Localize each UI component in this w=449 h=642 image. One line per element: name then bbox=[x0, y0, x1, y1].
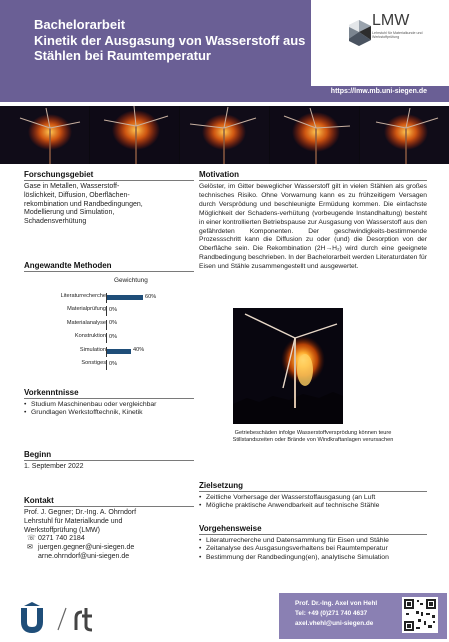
title-line-2: Kinetik der Ausgasung von Wasserstoff aus bbox=[34, 32, 306, 48]
divider bbox=[199, 180, 427, 181]
forschungsgebiet-line: rekombination und Randbedingungen, bbox=[24, 200, 143, 208]
method-row bbox=[24, 306, 194, 316]
method-label: Simulation bbox=[79, 346, 106, 353]
vorgehensweise-list bbox=[199, 537, 427, 562]
motivation-heading: Motivation bbox=[199, 170, 239, 179]
beginn-heading: Beginn bbox=[24, 450, 52, 459]
method-axis bbox=[106, 360, 107, 370]
method-axis bbox=[106, 320, 107, 330]
methoden-section bbox=[24, 261, 194, 367]
method-label: Materialanalyse bbox=[66, 319, 106, 326]
footer-tel[interactable]: Tel: +49 (0)271 740 4637 bbox=[295, 610, 368, 617]
forschungsgebiet-line: Modellierung und Simulation, bbox=[24, 209, 115, 217]
method-label: Konstruktion bbox=[74, 333, 106, 340]
footer-contact bbox=[295, 599, 377, 629]
phone-icon: ☏ bbox=[27, 535, 36, 543]
vorkenntnisse-list bbox=[24, 401, 194, 418]
gewichtung-label: Gewichtung bbox=[114, 277, 148, 284]
turbine-frame-4 bbox=[270, 106, 359, 164]
vorkenntnisse-section bbox=[24, 388, 194, 418]
list-item: • Zeitliche Vorhersage der Wasserstoffausgasung (an Luft bbox=[199, 494, 427, 502]
kontakt-phone[interactable]: 0271 740 2184 bbox=[38, 535, 85, 543]
right-column bbox=[199, 170, 427, 272]
beginn-date: 1. September 2022 bbox=[24, 463, 84, 470]
burning-turbine-image bbox=[233, 308, 343, 424]
divider bbox=[24, 398, 194, 399]
list-item: • Studium Maschinenbau oder vergleichbar bbox=[24, 401, 194, 409]
turbine-frame-5 bbox=[360, 106, 449, 164]
forschungsgebiet-line: löslichkeit, Diffusion, Oberflächen- bbox=[24, 191, 130, 199]
methoden-heading: Angewandte Methoden bbox=[24, 261, 112, 270]
method-percent: 0% bbox=[109, 320, 118, 327]
method-bar bbox=[107, 295, 143, 300]
method-label: Sonstiges bbox=[81, 360, 106, 366]
list-item: • Zeitanalyse des Ausgasungsverhaltens bei Raumtemperatur bbox=[199, 545, 427, 553]
method-bar bbox=[107, 349, 131, 354]
methoden-chart bbox=[24, 293, 194, 373]
beginn-section bbox=[24, 450, 194, 472]
method-percent: 0% bbox=[109, 360, 118, 367]
title-line-1: Bachelorarbeit bbox=[34, 17, 126, 32]
forschungsgebiet-heading: Forschungsgebiet bbox=[24, 170, 94, 179]
logo-wordmark: LMW bbox=[372, 12, 410, 29]
vorgehensweise-heading: Vorgehensweise bbox=[199, 524, 262, 533]
method-row bbox=[24, 360, 194, 370]
zielsetzung-heading: Zielsetzung bbox=[199, 481, 244, 490]
turbine-frame-1 bbox=[0, 106, 89, 164]
forschungsgebiet-line: Gase in Metallen, Wasserstoff- bbox=[24, 183, 120, 190]
list-item: • Grundlagen Werkstofftechnik, Kinetik bbox=[24, 409, 194, 417]
forschungsgebiet-text bbox=[24, 183, 194, 227]
kontakt-chair-line: Werkstoffprüfung (LMW) bbox=[24, 526, 100, 534]
divider bbox=[24, 180, 194, 181]
divider bbox=[199, 534, 427, 535]
website-link[interactable]: https://lmw.mb.uni-siegen.de bbox=[330, 88, 427, 95]
kontakt-names: Prof. J. Gegner; Dr.-Ing. A. Ohrndorf bbox=[24, 509, 137, 516]
caption-line-2: Stillstandszeiten oder Brände von Windkraftanlagen verursachen bbox=[232, 437, 394, 444]
burning-turbine-photo bbox=[233, 308, 343, 424]
list-item: • Bestimmung der Randbedingung(en), analytische Simulation bbox=[199, 554, 427, 562]
wind-turbine-fire-strip bbox=[0, 106, 449, 164]
method-row bbox=[24, 320, 194, 330]
photo-caption bbox=[199, 430, 427, 445]
qr-code-icon[interactable] bbox=[402, 597, 438, 633]
zielsetzung-section bbox=[199, 481, 427, 511]
method-label: Literaturrecherche bbox=[60, 293, 106, 299]
method-percent: 0% bbox=[109, 333, 118, 340]
turbine-strip-image bbox=[0, 106, 449, 164]
caption-line-1: Getriebeschäden infolge Wasserstoffversprödung können teure bbox=[234, 430, 392, 436]
list-item: • Literaturrecherche und Datensammlung für Eisen und Stähle bbox=[199, 537, 427, 545]
kontakt-section bbox=[24, 496, 194, 562]
title-line-3: Stählen bei Raumtemperatur bbox=[34, 48, 211, 63]
list-item: • Mögliche praktische Anwendbarkeit auf technische Stähle bbox=[199, 502, 427, 510]
kontakt-email-2[interactable]: arne.ohrndorf@uni-siegen.de bbox=[38, 552, 130, 560]
left-column bbox=[24, 170, 194, 227]
kontakt-chair-line: Lehrstuhl für Materialkunde und bbox=[24, 517, 123, 525]
zielsetzung-list bbox=[199, 494, 427, 511]
method-percent: 40% bbox=[133, 347, 145, 354]
method-row bbox=[24, 333, 194, 343]
footer-email[interactable]: axel.vhehl@uni-siegen.de bbox=[295, 620, 374, 627]
kontakt-heading: Kontakt bbox=[24, 496, 54, 505]
header bbox=[0, 0, 449, 106]
method-percent: 0% bbox=[109, 306, 118, 313]
method-axis bbox=[106, 306, 107, 316]
method-row bbox=[24, 347, 194, 357]
logo-subtitle: Lehrstuhl für Materialkunde und Werkstoffprüfung bbox=[372, 31, 423, 40]
forschungsgebiet-line: Schadensverhütung bbox=[24, 218, 87, 226]
university-logo-icon bbox=[20, 602, 110, 634]
divider bbox=[24, 271, 194, 272]
turbine-frame-2 bbox=[90, 106, 179, 164]
page-title bbox=[34, 17, 306, 64]
turbine-frame-3 bbox=[180, 106, 269, 164]
divider bbox=[199, 491, 427, 492]
method-axis bbox=[106, 333, 107, 343]
footer-name: Prof. Dr.-Ing. Axel von Hehl bbox=[295, 600, 378, 607]
method-row bbox=[24, 293, 194, 303]
motivation-text: Gelöster, im Gitter beweglicher Wasserstoff gilt in vielen Stählen als großes technisches Risiko. Ohne Vorwarnung kann es zu frühzeitigem Versagen durch Versprödung und beschleunigte Ermüdung kommen. Die einfachste Möglichkeit der Schadens-verhütung (vorbeugende Instandhaltung) besteht in einer kontrollierten Betriebspause zur Ausgasung von Wasserstoff aus den gefährdeten Komponenten. Der geschwindigkeits-bestimmende Prozessschritt kann die Diffusion zu oder (und) die Desorption von der Oberfläche sein. Die Rekombination (2H→H₂) wird durch eine geeignete Randbedingung beschrieben. In der Bachelorarbeit werden Literaturdaten für Eisen und Stähle zusammengestellt und ausgewertet. bbox=[199, 183, 427, 271]
method-label: Materialprüfung bbox=[67, 306, 106, 313]
kontakt-email-1[interactable]: juergen.gegner@uni-siegen.de bbox=[38, 544, 135, 552]
vorkenntnisse-heading: Vorkenntnisse bbox=[24, 388, 79, 397]
mail-icon: ✉ bbox=[27, 544, 33, 552]
divider bbox=[24, 506, 194, 507]
kontakt-email-row bbox=[24, 544, 194, 562]
divider bbox=[24, 460, 194, 461]
kontakt-phone-row bbox=[24, 535, 194, 544]
vorgehensweise-section bbox=[199, 524, 427, 562]
method-percent: 60% bbox=[145, 293, 157, 300]
